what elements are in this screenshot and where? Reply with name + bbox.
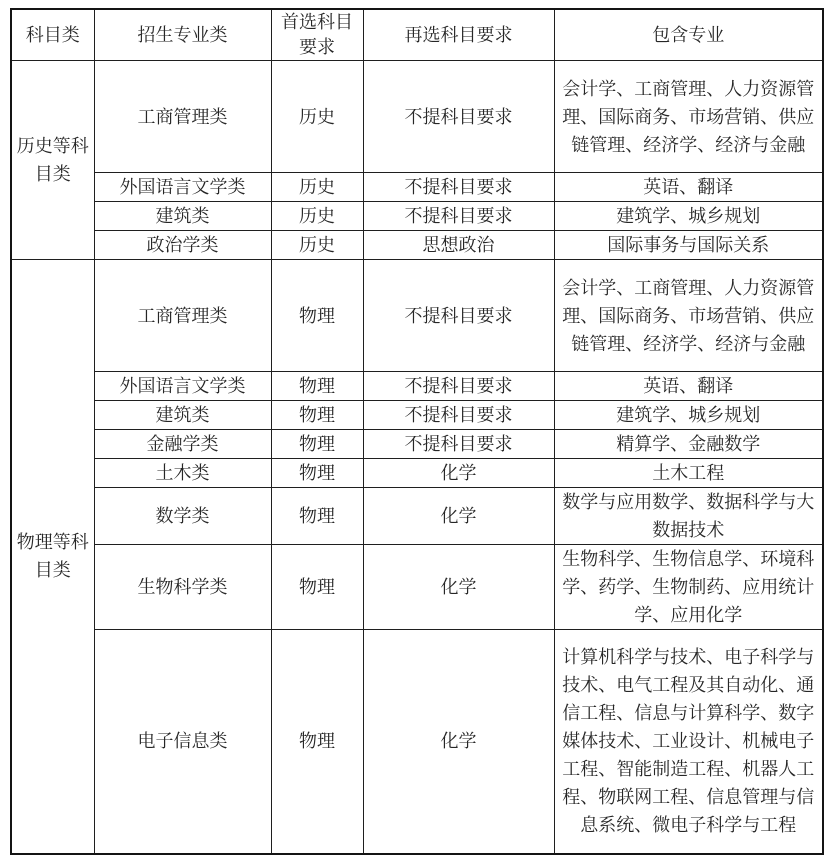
included-majors-cell: 国际事务与国际关系 — [554, 231, 823, 260]
category-cell-physics: 物理等科目类 — [11, 260, 94, 854]
table-row — [11, 430, 823, 459]
major-cell: 政治学类 — [94, 231, 271, 260]
major-cell: 工商管理类 — [94, 260, 271, 372]
included-majors-cell: 土木工程 — [554, 459, 823, 488]
first-subject-cell: 历史 — [271, 173, 363, 202]
second-subject-cell: 不提科目要求 — [363, 260, 554, 372]
first-subject-cell: 历史 — [271, 61, 363, 173]
first-subject-cell: 物理 — [271, 459, 363, 488]
major-cell: 电子信息类 — [94, 630, 271, 854]
second-subject-cell: 化学 — [363, 545, 554, 630]
table-row — [11, 545, 823, 630]
first-subject-cell: 历史 — [271, 231, 363, 260]
table-row — [11, 459, 823, 488]
second-subject-cell: 思想政治 — [363, 231, 554, 260]
first-subject-cell: 物理 — [271, 488, 363, 545]
table-row — [11, 372, 823, 401]
major-cell: 外国语言文学类 — [94, 173, 271, 202]
second-subject-cell: 不提科目要求 — [363, 430, 554, 459]
major-cell: 工商管理类 — [94, 61, 271, 173]
first-subject-cell: 物理 — [271, 630, 363, 854]
second-subject-cell: 不提科目要求 — [363, 372, 554, 401]
first-subject-cell: 物理 — [271, 430, 363, 459]
table-row — [11, 401, 823, 430]
second-subject-cell: 不提科目要求 — [363, 173, 554, 202]
included-majors-cell: 会计学、工商管理、人力资源管理、国际商务、市场营销、供应链管理、经济学、经济与金融 — [554, 260, 823, 372]
table-row — [11, 173, 823, 202]
table-row — [11, 231, 823, 260]
table-row — [11, 488, 823, 545]
included-majors-cell: 生物科学、生物信息学、环境科学、药学、生物制药、应用统计学、应用化学 — [554, 545, 823, 630]
included-majors-cell: 建筑学、城乡规划 — [554, 401, 823, 430]
table-row — [11, 61, 823, 173]
major-cell: 生物科学类 — [94, 545, 271, 630]
included-majors-cell: 数学与应用数学、数据科学与大数据技术 — [554, 488, 823, 545]
header-major-group: 招生专业类 — [94, 9, 271, 61]
major-cell: 数学类 — [94, 488, 271, 545]
included-majors-cell: 会计学、工商管理、人力资源管理、国际商务、市场营销、供应链管理、经济学、经济与金融 — [554, 61, 823, 173]
second-subject-cell: 化学 — [363, 488, 554, 545]
first-subject-cell: 物理 — [271, 401, 363, 430]
header-first-subject: 首选科目要求 — [271, 9, 363, 61]
included-majors-cell: 英语、翻译 — [554, 173, 823, 202]
first-subject-cell: 物理 — [271, 260, 363, 372]
header-subject-category: 科目类 — [11, 9, 94, 61]
second-subject-cell: 不提科目要求 — [363, 61, 554, 173]
table-row — [11, 202, 823, 231]
major-cell: 建筑类 — [94, 401, 271, 430]
header-second-subject: 再选科目要求 — [363, 9, 554, 61]
category-cell-history: 历史等科目类 — [11, 61, 94, 260]
major-cell: 金融学类 — [94, 430, 271, 459]
second-subject-cell: 不提科目要求 — [363, 202, 554, 231]
major-cell: 土木类 — [94, 459, 271, 488]
included-majors-cell: 精算学、金融数学 — [554, 430, 823, 459]
included-majors-cell: 计算机科学与技术、电子科学与技术、电气工程及其自动化、通信工程、信息与计算科学、数字媒体技术、工业设计、机械电子工程、智能制造工程、机器人工程、物联网工程、信息管理与信息系统、微电子科学与工程 — [554, 630, 823, 854]
second-subject-cell: 化学 — [363, 630, 554, 854]
table-row — [11, 630, 823, 854]
subject-requirements-table — [10, 8, 824, 855]
table-row — [11, 260, 823, 372]
major-cell: 外国语言文学类 — [94, 372, 271, 401]
major-cell: 建筑类 — [94, 202, 271, 231]
first-subject-cell: 历史 — [271, 202, 363, 231]
table-header-row — [11, 9, 823, 61]
second-subject-cell: 不提科目要求 — [363, 401, 554, 430]
first-subject-cell: 物理 — [271, 545, 363, 630]
first-subject-cell: 物理 — [271, 372, 363, 401]
header-included-majors: 包含专业 — [554, 9, 823, 61]
included-majors-cell: 建筑学、城乡规划 — [554, 202, 823, 231]
second-subject-cell: 化学 — [363, 459, 554, 488]
included-majors-cell: 英语、翻译 — [554, 372, 823, 401]
